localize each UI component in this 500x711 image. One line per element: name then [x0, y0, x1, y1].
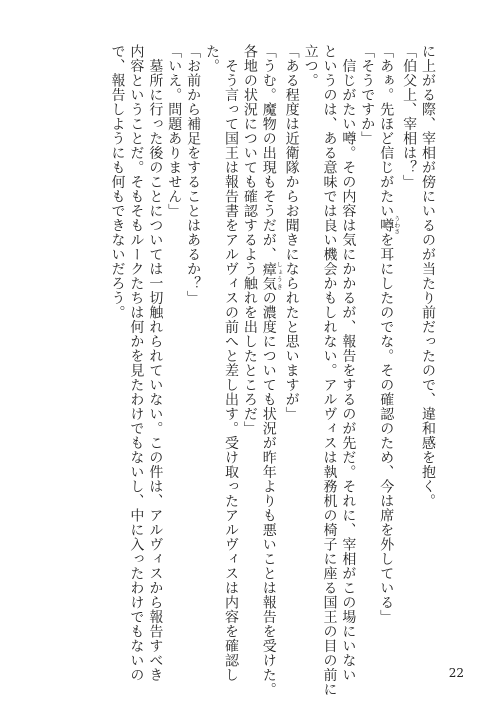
- ruby-uwasa: 噂うわさ: [378, 215, 400, 235]
- text-line-4: 「そうですか」: [359, 44, 376, 146]
- text-line-3: 「あぁ。先ほど信じがたい噂うわさを耳にしたのでな。その確認のため、今は席を外している」: [378, 44, 400, 624]
- text-line-8: 「ある程度は近衛隊からお聞きになられたと思いますが」: [283, 44, 300, 421]
- text-line-5: 信じがたい噂。その内容は気にかかるが、報告をするのが先だ。それに、宰相がこの場にいない: [340, 44, 357, 682]
- vertical-text-block: [108, 44, 437, 697]
- page-number: 22: [448, 666, 464, 680]
- text-line-17: で、報告しようにも何もできないだろう。: [109, 44, 126, 320]
- text-line-12: た。: [204, 44, 221, 73]
- text-line-16: 内容ということだ。そもそもルークたちは何かを見たわけでもないし、中に入ったわけでもないの: [128, 44, 145, 682]
- text-line-14: 「いえ。問題ありません」: [166, 44, 183, 218]
- text-line-7: 立つ。: [302, 44, 319, 88]
- text-line-13: 「お前から補足をすることはあるか？」: [185, 44, 202, 305]
- text-line-1: に上がる際、宰相が傍にいるのが当たり前だったので、違和感を抱く。: [420, 44, 436, 508]
- text-line-9: 「うむ。魔物の出現もそうだが、瘴気しょうきの濃度についても状況が昨年よりも悪いことは報告を受けた。: [260, 44, 283, 697]
- text-line-10: 各地の状況についても確認するよう触れを出したところだ」: [241, 44, 258, 436]
- ruby-shouki: 瘴気しょうき: [260, 261, 283, 291]
- text-line-6: というのは、ある意味では良い機会かもしれない。アルヴィスは執務机の椅子に座る国王の目の前に: [321, 44, 338, 697]
- text-line-11: そう言って国王は報告書をアルヴィスの前へと差し出す。受け取ったアルヴィスは内容を確認し: [222, 44, 239, 682]
- text-line-15: 墓所に行った後のことについては一切触れられていない。この件は、アルヴィスから報告すべき: [147, 44, 164, 682]
- text-line-2: 「伯父上、宰相は？」: [401, 44, 418, 189]
